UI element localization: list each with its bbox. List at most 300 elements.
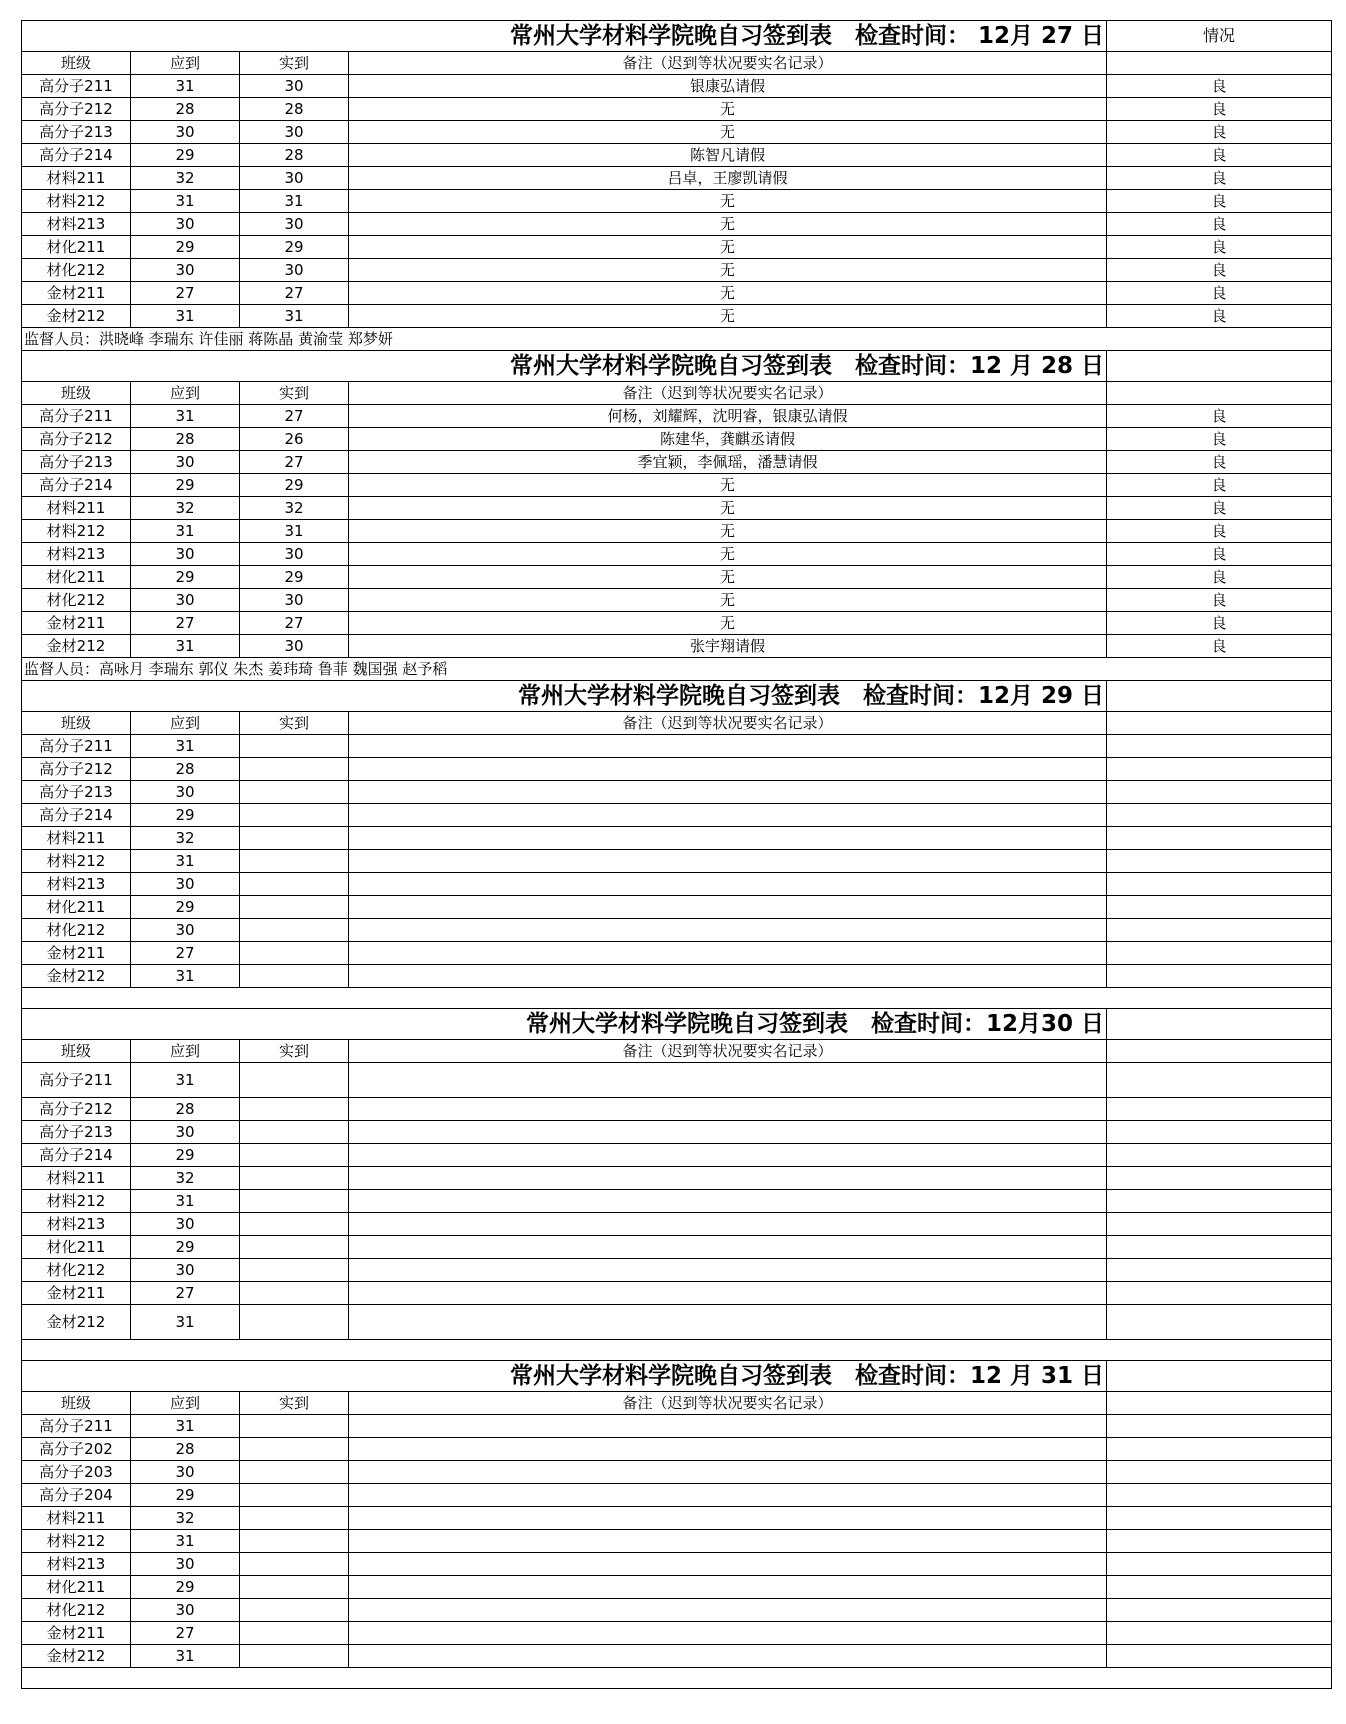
header-actual: 实到 xyxy=(240,1392,349,1415)
expected-count: 28 xyxy=(131,758,240,781)
actual-count: 29 xyxy=(240,566,349,589)
header-class: 班级 xyxy=(22,52,131,75)
section-title-row xyxy=(22,1361,1332,1392)
status xyxy=(1107,1553,1332,1576)
status xyxy=(1107,1438,1332,1461)
table-row xyxy=(22,635,1332,658)
table-row xyxy=(22,919,1332,942)
expected-count: 31 xyxy=(131,1305,240,1340)
note: 无 xyxy=(349,236,1107,259)
class-name: 材料212 xyxy=(22,1530,131,1553)
status xyxy=(1107,1415,1332,1438)
expected-count: 30 xyxy=(131,1121,240,1144)
expected-count: 29 xyxy=(131,1484,240,1507)
actual-count: 31 xyxy=(240,305,349,328)
note xyxy=(349,1190,1107,1213)
expected-count: 29 xyxy=(131,144,240,167)
section-title-row xyxy=(22,21,1332,52)
expected-count: 31 xyxy=(131,520,240,543)
class-name: 金材212 xyxy=(22,635,131,658)
actual-count xyxy=(240,1305,349,1340)
actual-count xyxy=(240,1576,349,1599)
header-class: 班级 xyxy=(22,712,131,735)
class-name: 材化212 xyxy=(22,1259,131,1282)
table-row xyxy=(22,1259,1332,1282)
expected-count: 27 xyxy=(131,942,240,965)
class-name: 高分子202 xyxy=(22,1438,131,1461)
note: 无 xyxy=(349,497,1107,520)
header-note: 备注（迟到等状况要实名记录） xyxy=(349,1040,1107,1063)
spacer xyxy=(22,988,1332,1009)
table-row xyxy=(22,896,1332,919)
actual-count xyxy=(240,1438,349,1461)
table-row xyxy=(22,1645,1332,1668)
actual-count xyxy=(240,1622,349,1645)
class-name: 金材211 xyxy=(22,1282,131,1305)
note: 无 xyxy=(349,190,1107,213)
attendance-table xyxy=(21,20,1332,1689)
table-row xyxy=(22,589,1332,612)
note: 无 xyxy=(349,566,1107,589)
actual-count: 27 xyxy=(240,282,349,305)
status: 良 xyxy=(1107,612,1332,635)
section-title-row xyxy=(22,351,1332,382)
status: 良 xyxy=(1107,236,1332,259)
status xyxy=(1107,1576,1332,1599)
status-column-label xyxy=(1107,1361,1332,1392)
actual-count xyxy=(240,1507,349,1530)
supervisors: 监督人员：洪晓峰 李瑞东 许佳丽 蒋陈晶 黄渝莹 郑梦妍 xyxy=(22,328,1332,351)
actual-count: 28 xyxy=(240,98,349,121)
note: 季宜颖，李佩瑶，潘慧请假 xyxy=(349,451,1107,474)
class-name: 材化212 xyxy=(22,1599,131,1622)
note: 无 xyxy=(349,474,1107,497)
expected-count: 27 xyxy=(131,1622,240,1645)
header-status xyxy=(1107,712,1332,735)
class-name: 材料213 xyxy=(22,1553,131,1576)
table-row xyxy=(22,965,1332,988)
note xyxy=(349,1098,1107,1121)
note: 陈智凡请假 xyxy=(349,144,1107,167)
table-row xyxy=(22,1121,1332,1144)
spacer-row xyxy=(22,988,1332,1009)
actual-count: 31 xyxy=(240,190,349,213)
status: 良 xyxy=(1107,635,1332,658)
expected-count: 32 xyxy=(131,1167,240,1190)
expected-count: 29 xyxy=(131,474,240,497)
expected-count: 31 xyxy=(131,1190,240,1213)
header-expected: 应到 xyxy=(131,1392,240,1415)
expected-count: 31 xyxy=(131,305,240,328)
note xyxy=(349,781,1107,804)
expected-count: 29 xyxy=(131,896,240,919)
note xyxy=(349,1576,1107,1599)
class-name: 金材211 xyxy=(22,282,131,305)
expected-count: 31 xyxy=(131,1415,240,1438)
table-row xyxy=(22,213,1332,236)
expected-count: 31 xyxy=(131,405,240,428)
table-row xyxy=(22,850,1332,873)
expected-count: 30 xyxy=(131,1599,240,1622)
table-row xyxy=(22,474,1332,497)
table-row xyxy=(22,259,1332,282)
status xyxy=(1107,1167,1332,1190)
note xyxy=(349,1599,1107,1622)
class-name: 高分子213 xyxy=(22,1121,131,1144)
actual-count: 30 xyxy=(240,589,349,612)
header-note: 备注（迟到等状况要实名记录） xyxy=(349,712,1107,735)
note xyxy=(349,1461,1107,1484)
actual-count: 30 xyxy=(240,121,349,144)
status xyxy=(1107,1507,1332,1530)
class-name: 材料211 xyxy=(22,167,131,190)
spacer-row xyxy=(22,1668,1332,1689)
class-name: 高分子203 xyxy=(22,1461,131,1484)
note xyxy=(349,1645,1107,1668)
status: 良 xyxy=(1107,259,1332,282)
status-column-label xyxy=(1107,1009,1332,1040)
note xyxy=(349,1530,1107,1553)
expected-count: 29 xyxy=(131,236,240,259)
status xyxy=(1107,1599,1332,1622)
class-name: 高分子214 xyxy=(22,474,131,497)
table-row xyxy=(22,121,1332,144)
header-actual: 实到 xyxy=(240,382,349,405)
status: 良 xyxy=(1107,405,1332,428)
note xyxy=(349,896,1107,919)
status: 良 xyxy=(1107,121,1332,144)
actual-count: 27 xyxy=(240,612,349,635)
status xyxy=(1107,919,1332,942)
class-name: 材化212 xyxy=(22,919,131,942)
expected-count: 27 xyxy=(131,282,240,305)
note: 无 xyxy=(349,213,1107,236)
status xyxy=(1107,1282,1332,1305)
table-row xyxy=(22,612,1332,635)
table-row xyxy=(22,758,1332,781)
status-column-label xyxy=(1107,681,1332,712)
actual-count: 27 xyxy=(240,405,349,428)
note xyxy=(349,965,1107,988)
table-row xyxy=(22,1484,1332,1507)
table-row xyxy=(22,305,1332,328)
header-expected: 应到 xyxy=(131,52,240,75)
table-row xyxy=(22,1236,1332,1259)
actual-count: 27 xyxy=(240,451,349,474)
actual-count xyxy=(240,873,349,896)
actual-count xyxy=(240,1144,349,1167)
note xyxy=(349,1415,1107,1438)
class-name: 高分子213 xyxy=(22,121,131,144)
actual-count xyxy=(240,1415,349,1438)
status xyxy=(1107,1305,1332,1340)
class-name: 材料211 xyxy=(22,1167,131,1190)
status xyxy=(1107,1645,1332,1668)
class-name: 材化211 xyxy=(22,1576,131,1599)
table-row xyxy=(22,1530,1332,1553)
table-row xyxy=(22,497,1332,520)
actual-count: 30 xyxy=(240,635,349,658)
expected-count: 29 xyxy=(131,1144,240,1167)
expected-count: 32 xyxy=(131,1507,240,1530)
expected-count: 31 xyxy=(131,965,240,988)
section-title-row xyxy=(22,681,1332,712)
note xyxy=(349,1144,1107,1167)
class-name: 高分子212 xyxy=(22,758,131,781)
note xyxy=(349,827,1107,850)
class-name: 材化212 xyxy=(22,589,131,612)
section-title: 常州大学材料学院晚自习签到表 检查时间： 12月 27 日 xyxy=(22,21,1107,52)
table-row xyxy=(22,735,1332,758)
class-name: 金材211 xyxy=(22,1622,131,1645)
expected-count: 31 xyxy=(131,850,240,873)
class-name: 材料213 xyxy=(22,213,131,236)
section-title: 常州大学材料学院晚自习签到表 检查时间：12月 29 日 xyxy=(22,681,1107,712)
actual-count xyxy=(240,942,349,965)
class-name: 金材212 xyxy=(22,965,131,988)
actual-count xyxy=(240,1236,349,1259)
actual-count xyxy=(240,1121,349,1144)
supervisors-row xyxy=(22,658,1332,681)
table-row xyxy=(22,1063,1332,1098)
status xyxy=(1107,1461,1332,1484)
note: 无 xyxy=(349,589,1107,612)
header-expected: 应到 xyxy=(131,382,240,405)
expected-count: 30 xyxy=(131,259,240,282)
status: 良 xyxy=(1107,282,1332,305)
status: 良 xyxy=(1107,520,1332,543)
note: 无 xyxy=(349,121,1107,144)
status xyxy=(1107,850,1332,873)
actual-count xyxy=(240,1553,349,1576)
actual-count xyxy=(240,1190,349,1213)
actual-count xyxy=(240,896,349,919)
status xyxy=(1107,1121,1332,1144)
status xyxy=(1107,804,1332,827)
actual-count: 30 xyxy=(240,543,349,566)
header-note: 备注（迟到等状况要实名记录） xyxy=(349,1392,1107,1415)
actual-count: 29 xyxy=(240,236,349,259)
status: 良 xyxy=(1107,451,1332,474)
status-column-label: 情况 xyxy=(1107,21,1332,52)
table-row xyxy=(22,804,1332,827)
actual-count xyxy=(240,850,349,873)
class-name: 材料212 xyxy=(22,520,131,543)
status xyxy=(1107,942,1332,965)
spacer-row xyxy=(22,1340,1332,1361)
table-row xyxy=(22,1507,1332,1530)
class-name: 材料213 xyxy=(22,873,131,896)
table-row xyxy=(22,1599,1332,1622)
note: 无 xyxy=(349,520,1107,543)
class-name: 高分子204 xyxy=(22,1484,131,1507)
spacer xyxy=(22,1668,1332,1689)
note xyxy=(349,1507,1107,1530)
expected-count: 30 xyxy=(131,589,240,612)
status: 良 xyxy=(1107,98,1332,121)
class-name: 高分子211 xyxy=(22,735,131,758)
status xyxy=(1107,1530,1332,1553)
status: 良 xyxy=(1107,543,1332,566)
actual-count xyxy=(240,1213,349,1236)
header-class: 班级 xyxy=(22,1392,131,1415)
status-column-label xyxy=(1107,351,1332,382)
note: 无 xyxy=(349,259,1107,282)
table-row xyxy=(22,543,1332,566)
status xyxy=(1107,827,1332,850)
class-name: 材化211 xyxy=(22,566,131,589)
status: 良 xyxy=(1107,75,1332,98)
note: 无 xyxy=(349,612,1107,635)
status: 良 xyxy=(1107,589,1332,612)
spacer xyxy=(22,1340,1332,1361)
actual-count xyxy=(240,1259,349,1282)
class-name: 高分子212 xyxy=(22,98,131,121)
header-class: 班级 xyxy=(22,382,131,405)
status xyxy=(1107,1622,1332,1645)
expected-count: 29 xyxy=(131,804,240,827)
expected-count: 29 xyxy=(131,1236,240,1259)
table-row xyxy=(22,1576,1332,1599)
expected-count: 28 xyxy=(131,1438,240,1461)
note: 陈建华，龚麒丞请假 xyxy=(349,428,1107,451)
table-row xyxy=(22,566,1332,589)
note: 张宇翔请假 xyxy=(349,635,1107,658)
table-row xyxy=(22,942,1332,965)
note: 吕卓，王廖凯请假 xyxy=(349,167,1107,190)
table-row xyxy=(22,1167,1332,1190)
expected-count: 32 xyxy=(131,497,240,520)
note xyxy=(349,1236,1107,1259)
header-expected: 应到 xyxy=(131,1040,240,1063)
actual-count xyxy=(240,919,349,942)
status xyxy=(1107,965,1332,988)
status xyxy=(1107,1098,1332,1121)
table-row xyxy=(22,167,1332,190)
column-header-row xyxy=(22,1040,1332,1063)
table-row xyxy=(22,282,1332,305)
actual-count: 30 xyxy=(240,75,349,98)
note xyxy=(349,919,1107,942)
expected-count: 27 xyxy=(131,1282,240,1305)
note xyxy=(349,1063,1107,1098)
expected-count: 30 xyxy=(131,919,240,942)
header-expected: 应到 xyxy=(131,712,240,735)
actual-count: 31 xyxy=(240,520,349,543)
table-row xyxy=(22,1415,1332,1438)
status: 良 xyxy=(1107,474,1332,497)
header-status xyxy=(1107,1392,1332,1415)
expected-count: 30 xyxy=(131,213,240,236)
expected-count: 30 xyxy=(131,1213,240,1236)
expected-count: 31 xyxy=(131,1645,240,1668)
expected-count: 28 xyxy=(131,1098,240,1121)
class-name: 材料213 xyxy=(22,543,131,566)
note xyxy=(349,1121,1107,1144)
status: 良 xyxy=(1107,167,1332,190)
status: 良 xyxy=(1107,566,1332,589)
note xyxy=(349,1438,1107,1461)
table-row xyxy=(22,75,1332,98)
expected-count: 30 xyxy=(131,1461,240,1484)
table-row xyxy=(22,1438,1332,1461)
note xyxy=(349,804,1107,827)
actual-count xyxy=(240,781,349,804)
column-header-row xyxy=(22,1392,1332,1415)
status xyxy=(1107,758,1332,781)
status xyxy=(1107,896,1332,919)
class-name: 材化212 xyxy=(22,259,131,282)
table-row xyxy=(22,827,1332,850)
status: 良 xyxy=(1107,497,1332,520)
column-header-row xyxy=(22,712,1332,735)
section-title-row xyxy=(22,1009,1332,1040)
header-note: 备注（迟到等状况要实名记录） xyxy=(349,52,1107,75)
note xyxy=(349,735,1107,758)
expected-count: 31 xyxy=(131,75,240,98)
status xyxy=(1107,1063,1332,1098)
class-name: 金材212 xyxy=(22,1305,131,1340)
expected-count: 29 xyxy=(131,566,240,589)
expected-count: 31 xyxy=(131,1530,240,1553)
status: 良 xyxy=(1107,213,1332,236)
class-name: 材料211 xyxy=(22,827,131,850)
table-row xyxy=(22,428,1332,451)
header-note: 备注（迟到等状况要实名记录） xyxy=(349,382,1107,405)
expected-count: 31 xyxy=(131,635,240,658)
class-name: 高分子211 xyxy=(22,405,131,428)
table-row xyxy=(22,1461,1332,1484)
header-class: 班级 xyxy=(22,1040,131,1063)
expected-count: 31 xyxy=(131,1063,240,1098)
class-name: 材料212 xyxy=(22,1190,131,1213)
class-name: 材料211 xyxy=(22,497,131,520)
actual-count xyxy=(240,804,349,827)
expected-count: 30 xyxy=(131,1259,240,1282)
supervisors-row xyxy=(22,328,1332,351)
actual-count xyxy=(240,1098,349,1121)
table-row xyxy=(22,1190,1332,1213)
class-name: 金材211 xyxy=(22,612,131,635)
note xyxy=(349,1213,1107,1236)
note xyxy=(349,1305,1107,1340)
header-actual: 实到 xyxy=(240,52,349,75)
status xyxy=(1107,1236,1332,1259)
note xyxy=(349,1553,1107,1576)
section-title: 常州大学材料学院晚自习签到表 检查时间：12月30 日 xyxy=(22,1009,1107,1040)
class-name: 材化211 xyxy=(22,236,131,259)
expected-count: 30 xyxy=(131,121,240,144)
status: 良 xyxy=(1107,190,1332,213)
table-row xyxy=(22,405,1332,428)
actual-count: 28 xyxy=(240,144,349,167)
table-row xyxy=(22,781,1332,804)
class-name: 高分子211 xyxy=(22,1415,131,1438)
expected-count: 28 xyxy=(131,428,240,451)
note: 何杨，刘耀辉，沈明睿，银康弘请假 xyxy=(349,405,1107,428)
expected-count: 30 xyxy=(131,873,240,896)
actual-count xyxy=(240,827,349,850)
status xyxy=(1107,873,1332,896)
status xyxy=(1107,1213,1332,1236)
class-name: 高分子211 xyxy=(22,1063,131,1098)
expected-count: 30 xyxy=(131,451,240,474)
expected-count: 32 xyxy=(131,167,240,190)
note: 无 xyxy=(349,98,1107,121)
note xyxy=(349,850,1107,873)
table-row xyxy=(22,1144,1332,1167)
note: 无 xyxy=(349,543,1107,566)
